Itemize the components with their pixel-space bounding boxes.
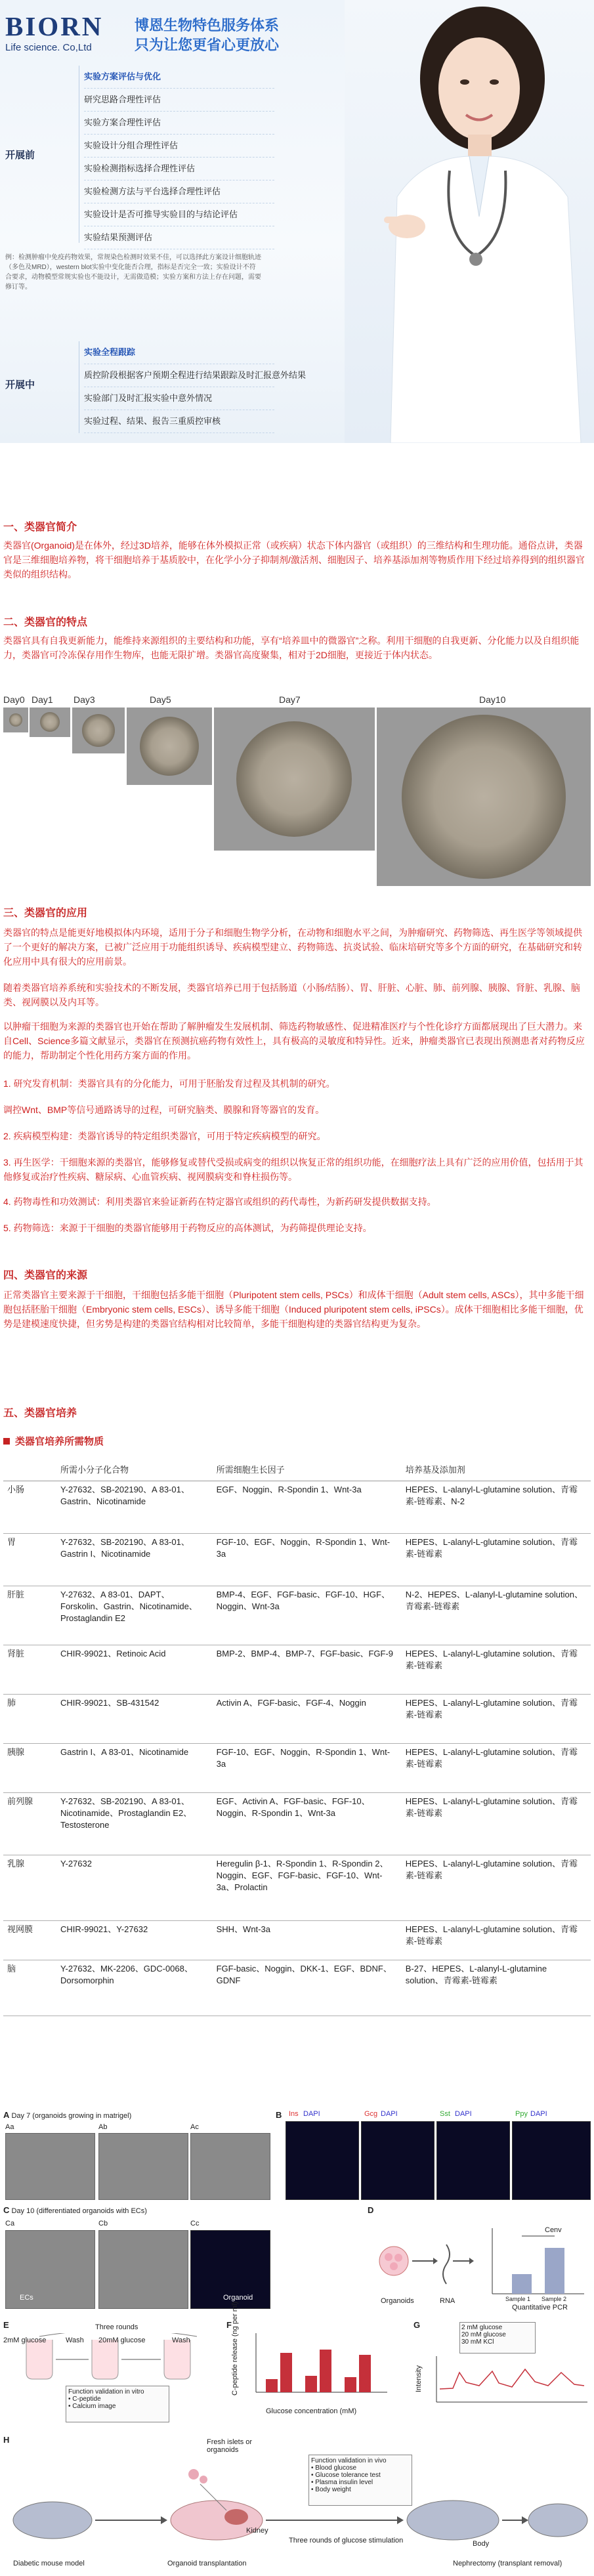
section-text-applications-1: 类器官的特点是能更好地模拟体内环境，适用于分子和细胞生物学分析，在动物和细胞水平之间，为肿瘤研究、药物筛选、再生医学等领域提供了一个更好的解决方案，已被广泛应用于功能组织诱导、疾病模型建立、药物筛选、抗炎试验、临床培研究等多个方面的研究，在基础研究和转化应用中具有很大的应用前景。	[3, 927, 582, 967]
section-title-sources: 四、类器官的来源	[3, 1270, 88, 1281]
fluor-label: Sst	[440, 2110, 450, 2118]
figure-panel-e	[3, 2320, 9, 2330]
group-item: 实验检测方法与平台选择合理性评估	[84, 180, 274, 203]
group-item: 实验方案合理性评估	[84, 112, 274, 135]
fluorescence-image	[512, 2121, 591, 2200]
d-label-cenv: Cenv	[545, 2226, 562, 2234]
table-row	[3, 1534, 591, 1586]
table-row	[3, 1855, 591, 1921]
e-step: Wash	[66, 2336, 84, 2344]
figure-panel-b	[276, 2110, 282, 2120]
logo-subtitle: Life science. Co,Ltd	[5, 42, 92, 53]
table-cell: 小肠	[3, 1481, 56, 1534]
group-during	[5, 341, 307, 433]
group-item: 研究思路合理性评估	[84, 89, 274, 112]
d-label-qpcr: Quantitative PCR	[512, 2304, 568, 2312]
timeline-label: Day5	[150, 694, 171, 705]
h-function-box	[308, 2455, 412, 2506]
table-cell: Y-27632、SB-202190、A 83-01、Gastrin、Nicotinamide	[56, 1481, 213, 1534]
micrograph	[98, 2133, 188, 2200]
e-title: Three rounds	[95, 2323, 138, 2331]
fluor-label: DAPI	[530, 2110, 547, 2118]
timeline-label: Day3	[74, 694, 95, 705]
table-row	[3, 1744, 591, 1793]
e-step: 2mM glucose	[3, 2336, 47, 2344]
table-cell: FGF-basic、Noggin、DKK-1、EGF、BDNF、GDNF	[213, 1960, 402, 2016]
section-text-applications-3: 以肿瘤干细胞为来源的类器官也开始在帮助了解肿瘤发生发展机制、筛选药物敏感性、促进精准医疗与个性化诊疗方面都展现出了巨大潜力。来自Cell、Science多篇文献显示，类器官在预测抗癌药物有效性上，具有极高的灵敏度和特异性。近来，肿瘤类器官已表现出预测患者对药物反应的能力，帮助制定个性化用药方案方面的作用。	[3, 1021, 585, 1061]
organoid-micrographs	[0, 707, 594, 886]
figure-panel-c	[3, 2205, 147, 2215]
figure-panel-d	[368, 2205, 373, 2215]
f-ylabel: C-peptide release (ng per ml)	[231, 2301, 239, 2396]
e-function-box	[66, 2386, 169, 2422]
table-cell: FGF-10、EGF、Noggin、R-Spondin 1、Wnt-3a	[213, 1534, 402, 1586]
panel-letter: C	[3, 2205, 10, 2215]
e-box-line: • Calcium image	[68, 2403, 116, 2410]
group-during-items	[84, 341, 307, 433]
table-cell: 乳腺	[3, 1855, 56, 1921]
application-item-2: 2. 疾病模型构建：类器官诱导的特定组织类器官，可用于特定疾病模型的研究。	[3, 1131, 326, 1141]
table-cell: HEPES、L-alanyl-L-glutamine solution、青霉素-链霉素	[402, 1744, 591, 1793]
table-cell: 肺	[3, 1695, 56, 1744]
sub-panel-label: Ab	[98, 2123, 108, 2131]
section-title-applications: 三、类器官的应用	[3, 908, 88, 919]
bullet-square-icon	[3, 1438, 10, 1445]
e-step: 20mM glucose	[98, 2336, 146, 2344]
group-before-label: 开展前	[5, 150, 35, 161]
group-before	[5, 66, 281, 249]
sub-panel-label: Ac	[190, 2123, 199, 2131]
panel-a-title: Day 7 (organoids growing in matrigel)	[11, 2112, 132, 2120]
sub-panel-label: Cb	[98, 2220, 108, 2228]
table-cell: 脑	[3, 1960, 56, 2016]
table-cell: HEPES、L-alanyl-L-glutamine solution、青霉素-链霉素	[402, 1855, 591, 1921]
h-label: Organoid transplantation	[167, 2560, 247, 2567]
table-header: 所需细胞生长因子	[213, 1457, 402, 1481]
organoid-label: Organoid	[223, 2294, 253, 2302]
table-row	[3, 1481, 591, 1534]
panel-letter: D	[368, 2205, 374, 2215]
h-box-line: • Glucose tolerance test	[311, 2472, 381, 2479]
table-row	[3, 1921, 591, 1960]
group-item: 实验设计是否可推导实验目的与结论评估	[84, 203, 274, 226]
table-cell: 胃	[3, 1534, 56, 1586]
timeline-label: Day0	[3, 694, 25, 705]
table-row	[3, 1960, 591, 2016]
d-label-organoids: Organoids	[381, 2297, 414, 2305]
group-item: 实验全程跟踪	[84, 341, 274, 364]
fluorescence-image	[361, 2121, 435, 2200]
h-box-line: • Blood glucose	[311, 2464, 357, 2472]
table-cell: EGF、Activin A、FGF-basic、FGF-10、Noggin、R-Spondin 1、Wnt-3a	[213, 1793, 402, 1855]
group-item: 实验结果预测评估	[84, 226, 274, 249]
e-box-line: Function validation in vitro	[68, 2388, 144, 2396]
table-cell: Y-27632、SB-202190、A 83-01、Gastrin I、Nicotinamide	[56, 1534, 213, 1586]
table-heading	[3, 1434, 104, 1448]
g-ylabel: Intensity	[415, 2365, 423, 2392]
application-item-3: 3. 再生医学：干细胞来源的类器官，能够修复或替代受损或病变的组织以恢复正常的组织功能，在细胞疗法上具有广泛的应用价值，包括用于其他修复或治疗性疾病、糖尿病、心血管疾病、视网膜病变和脊柱损伤等。	[3, 1157, 583, 1182]
logo-wordmark: BIORN	[5, 11, 104, 41]
table-cell: Heregulin β-1、R-Spondin 1、R-Spondin 2、Noggin、EGF、FGF-basic、FGF-10、Wnt-3a、Prolactin	[213, 1855, 402, 1921]
panel-c-title: Day 10 (differentiated organoids with ECs)	[11, 2207, 147, 2215]
section-title-culture: 五、类器官培养	[3, 1408, 77, 1419]
sub-panel-label: Aa	[5, 2123, 14, 2131]
micrograph	[98, 2230, 188, 2309]
d-label-rna: RNA	[440, 2297, 456, 2305]
culture-table	[3, 1457, 591, 2016]
panel-letter: F	[226, 2320, 232, 2330]
brand-logo	[5, 12, 104, 53]
g-legend	[459, 2322, 536, 2354]
fluorescence-image	[436, 2121, 510, 2200]
table-cell: BMP-4、EGF、FGF-basic、FGF-10、HGF、Noggin、Wnt-3a	[213, 1586, 402, 1645]
table-cell: HEPES、L-alanyl-L-glutamine solution、青霉素-链霉素	[402, 1695, 591, 1744]
timeline-label: Day1	[32, 694, 53, 705]
panel-letter: A	[3, 2110, 10, 2120]
table-cell: HEPES、L-alanyl-L-glutamine solution、青霉素-链霉素	[402, 1921, 591, 1960]
g-legend-item: 20 mM glucose	[461, 2331, 506, 2338]
table-cell: 胰腺	[3, 1744, 56, 1793]
fluorescence-image	[286, 2121, 359, 2200]
sub-panel-label: Cc	[190, 2220, 200, 2228]
d-label-sample2: Sample 2	[541, 2296, 567, 2302]
table-cell: BMP-2、BMP-4、BMP-7、FGF-basic、FGF-9	[213, 1645, 402, 1695]
table-cell: B-27、HEPES、L-alanyl-L-glutamine solution、青霉素-链霉素	[402, 1960, 591, 2016]
fluor-label: DAPI	[303, 2110, 320, 2118]
slogan	[135, 16, 280, 55]
h-box-line: • Body weight	[311, 2486, 351, 2493]
table-cell: HEPES、L-alanyl-L-glutamine solution、青霉素-链霉素	[402, 1645, 591, 1695]
panel-f-bar-chart	[240, 2330, 391, 2409]
application-item-1-detail: 调控Wnt、BMP等信号通路诱导的过程，可研究脑类、膜腺和肾等器官的发育。	[3, 1105, 325, 1115]
micrograph	[190, 2133, 270, 2200]
panel-g-line-chart	[427, 2353, 591, 2409]
h-box-line: Function validation in vivo	[311, 2457, 387, 2464]
table-heading-text: 类器官培养所需物质	[15, 1436, 104, 1447]
table-cell: HEPES、L-alanyl-L-glutamine solution、青霉素-链霉素	[402, 1793, 591, 1855]
doctor-illustration	[345, 0, 594, 443]
research-figure	[0, 2107, 594, 2576]
section-text-features: 类器官具有自我更新能力，能维持来源组织的主要结构和功能，享有“培养皿中的微器官”之称。利用干细胞的自我更新、分化能力以及自组织能力，类器官可冷冻保存用作生物库，也能无限扩增。类器官高度聚集，相对于2D细胞，更接近于体内状态。	[3, 635, 580, 660]
g-legend-item: 30 mM KCl	[461, 2338, 494, 2346]
section-text-intro: 类器官(Organoid)是在体外，经过3D培养，能够在体外模拟正常（或疾病）状态下体内器官（或组织）的三维结构和生理功能。通俗点讲，类器官是三维细胞培养物，将干细胞培养于基质胶中，在化学小分子抑制剂/激活剂、细胞因子、培养基添加剂等物质作用下经过培养得到的组织器官类似的组织结构。	[3, 540, 585, 580]
section-text-applications-2: 随着类器官培养系统和实验技术的不断发展，类器官培养已用于包括肠道（小肠/结肠）、胃、肝脏、心脏、肺、前列腺、胰腺、肾脏、乳腺、脑类、视网膜以及内耳等。	[3, 982, 580, 1007]
table-cell: Y-27632、MK-2206、GDC-0068、Dorsomorphin	[56, 1960, 213, 2016]
table-header: 所需小分子化合物	[56, 1457, 213, 1481]
table-row	[3, 1793, 591, 1855]
table-cell: EGF、Noggin、R-Spondin 1、Wnt-3a	[213, 1481, 402, 1534]
sub-panel-label: Ca	[5, 2220, 15, 2228]
e-box-line: • C-peptide	[68, 2396, 101, 2403]
table-cell: CHIR-99021、Y-27632	[56, 1921, 213, 1960]
h-label: Three rounds of glucose stimulation	[289, 2537, 404, 2544]
table-row	[3, 1586, 591, 1645]
h-label: Body	[473, 2540, 490, 2548]
figure-panel-h	[3, 2435, 9, 2445]
section-title-intro: 一、类器官简介	[3, 522, 77, 533]
slogan-line-2: 只为让您更省心更放心	[135, 37, 280, 53]
group-item: 实验部门及时汇报实验中意外情况	[84, 387, 274, 410]
group-before-items	[84, 66, 274, 249]
hero-banner	[0, 0, 594, 443]
fluor-label: Ins	[289, 2110, 299, 2118]
figure-panel-g	[414, 2320, 420, 2330]
table-cell: SHH、Wnt-3a	[213, 1921, 402, 1960]
table-header	[3, 1457, 56, 1481]
section-title-features: 二、类器官的特点	[3, 617, 88, 628]
group-item: 实验设计分组合理性评估	[84, 135, 274, 158]
h-label: Diabetic mouse model	[13, 2560, 85, 2567]
table-cell: FGF-10、EGF、Noggin、R-Spondin 1、Wnt-3a	[213, 1744, 402, 1793]
panel-letter: B	[276, 2110, 282, 2120]
group-item: 实验过程、结果、报告三重质控审核	[84, 410, 274, 433]
h-label: Nephrectomy (transplant removal)	[453, 2560, 562, 2567]
table-header-row	[3, 1457, 591, 1481]
group-item: 实验方案评估与优化	[84, 66, 274, 89]
table-cell: HEPES、L-alanyl-L-glutamine solution、青霉素-链霉素	[402, 1534, 591, 1586]
table-header: 培养基及添加剂	[402, 1457, 591, 1481]
table-cell: 肾脏	[3, 1645, 56, 1695]
section-text-sources: 正常类器官主要来源于干细胞，干细胞包括多能干细胞（Pluripotent stem cells, PSCs）和成体干细胞（Adult stem cells, ASCs），其中多能干细胞包括胚胎干细胞（Embryonic stem cells, ESCs）、诱导多能干细胞（Induced pluripotent stem cells, iPSCs）。成体干细胞相比多能干细胞，优势是建模速度快捷，但劣势是构建的类器官结构相对比较简单，多能干细胞构建的类器官结构更为复杂。	[3, 1290, 584, 1329]
timeline-label: Day7	[279, 694, 301, 705]
table-cell: CHIR-99021、SB-431542	[56, 1695, 213, 1744]
h-box-line: • Plasma insulin level	[311, 2479, 373, 2486]
table-cell: CHIR-99021、Retinoic Acid	[56, 1645, 213, 1695]
h-label: Fresh islets or organoids	[207, 2438, 253, 2454]
application-item-5: 5. 药物筛选：来源于干细胞的类器官能够用于药物反应的高体测试，为药筛提供理论支持。	[3, 1223, 372, 1233]
table-cell: Activin A、FGF-basic、FGF-4、Noggin	[213, 1695, 402, 1744]
table-cell: Y-27632、A 83-01、DAPT、Forskolin、Gastrin、Nicotinamide、Prostaglandin E2	[56, 1586, 213, 1645]
h-label: Kidney	[246, 2527, 268, 2535]
micrograph	[5, 2133, 95, 2200]
d-label-sample1: Sample 1	[505, 2296, 531, 2302]
table-row	[3, 1695, 591, 1744]
panel-letter: E	[3, 2320, 9, 2330]
table-cell: 视网膜	[3, 1921, 56, 1960]
fluor-label: DAPI	[381, 2110, 398, 2118]
table-cell: Gastrin I、A 83-01、Nicotinamide	[56, 1744, 213, 1793]
panel-letter: G	[414, 2320, 421, 2330]
table-cell: 肝脏	[3, 1586, 56, 1645]
table-cell: N-2、HEPES、L-alanyl-L-glutamine solution、青霉素-链霉素	[402, 1586, 591, 1645]
ec-label: ECs	[20, 2294, 33, 2302]
table-cell: 前列腺	[3, 1793, 56, 1855]
figure-panel-a	[3, 2110, 131, 2120]
fluor-label: Ppy	[515, 2110, 528, 2118]
table-cell: Y-27632、SB-202190、A 83-01、Nicotinamide、Prostaglandin E2、Testosterone	[56, 1793, 213, 1855]
g-legend-item: 2 mM glucose	[461, 2324, 503, 2331]
table-cell: HEPES、L-alanyl-L-glutamine solution、青霉素-链霉素、N-2	[402, 1481, 591, 1534]
group-item: 质控阶段根据客户预期全程进行结果跟踪及时汇报意外结果	[84, 364, 274, 387]
example-note: 例：检测肿瘤中免疫药物效果，常规染色检测时效果不佳，可以选择此方案设计细胞轨迹（多色及MRD），western blot实验中变化能否合理，指标是否完全一致；实验设计不符合要求，动物模型常规实验也不能设计，无需做造模；实验方案和方法上存在问题，需要修订等。	[5, 254, 261, 291]
table-row	[3, 1645, 591, 1695]
timeline-label: Day10	[479, 694, 506, 705]
e-step: Wash	[172, 2336, 190, 2344]
table-cell: Y-27632	[56, 1855, 213, 1921]
fluor-label: DAPI	[455, 2110, 472, 2118]
panel-letter: H	[3, 2435, 10, 2445]
f-xlabel: Glucose concentration (mM)	[266, 2407, 357, 2415]
slogan-line-1: 博恩生物特色服务体系	[135, 17, 280, 33]
group-during-label: 开展中	[5, 379, 35, 391]
fluor-label: Gcg	[364, 2110, 378, 2118]
group-item: 实验检测指标选择合理性评估	[84, 158, 274, 180]
application-item-4: 4. 药物毒性和功效测试：利用类器官来验证新药在特定器官或组织的药代毒性，为新药研发提供数据支持。	[3, 1196, 436, 1207]
micrograph	[5, 2230, 95, 2309]
application-item-1: 1. 研究发育机制：类器官具有的分化能力，可用于胚胎发育过程及其机制的研究。	[3, 1078, 335, 1089]
